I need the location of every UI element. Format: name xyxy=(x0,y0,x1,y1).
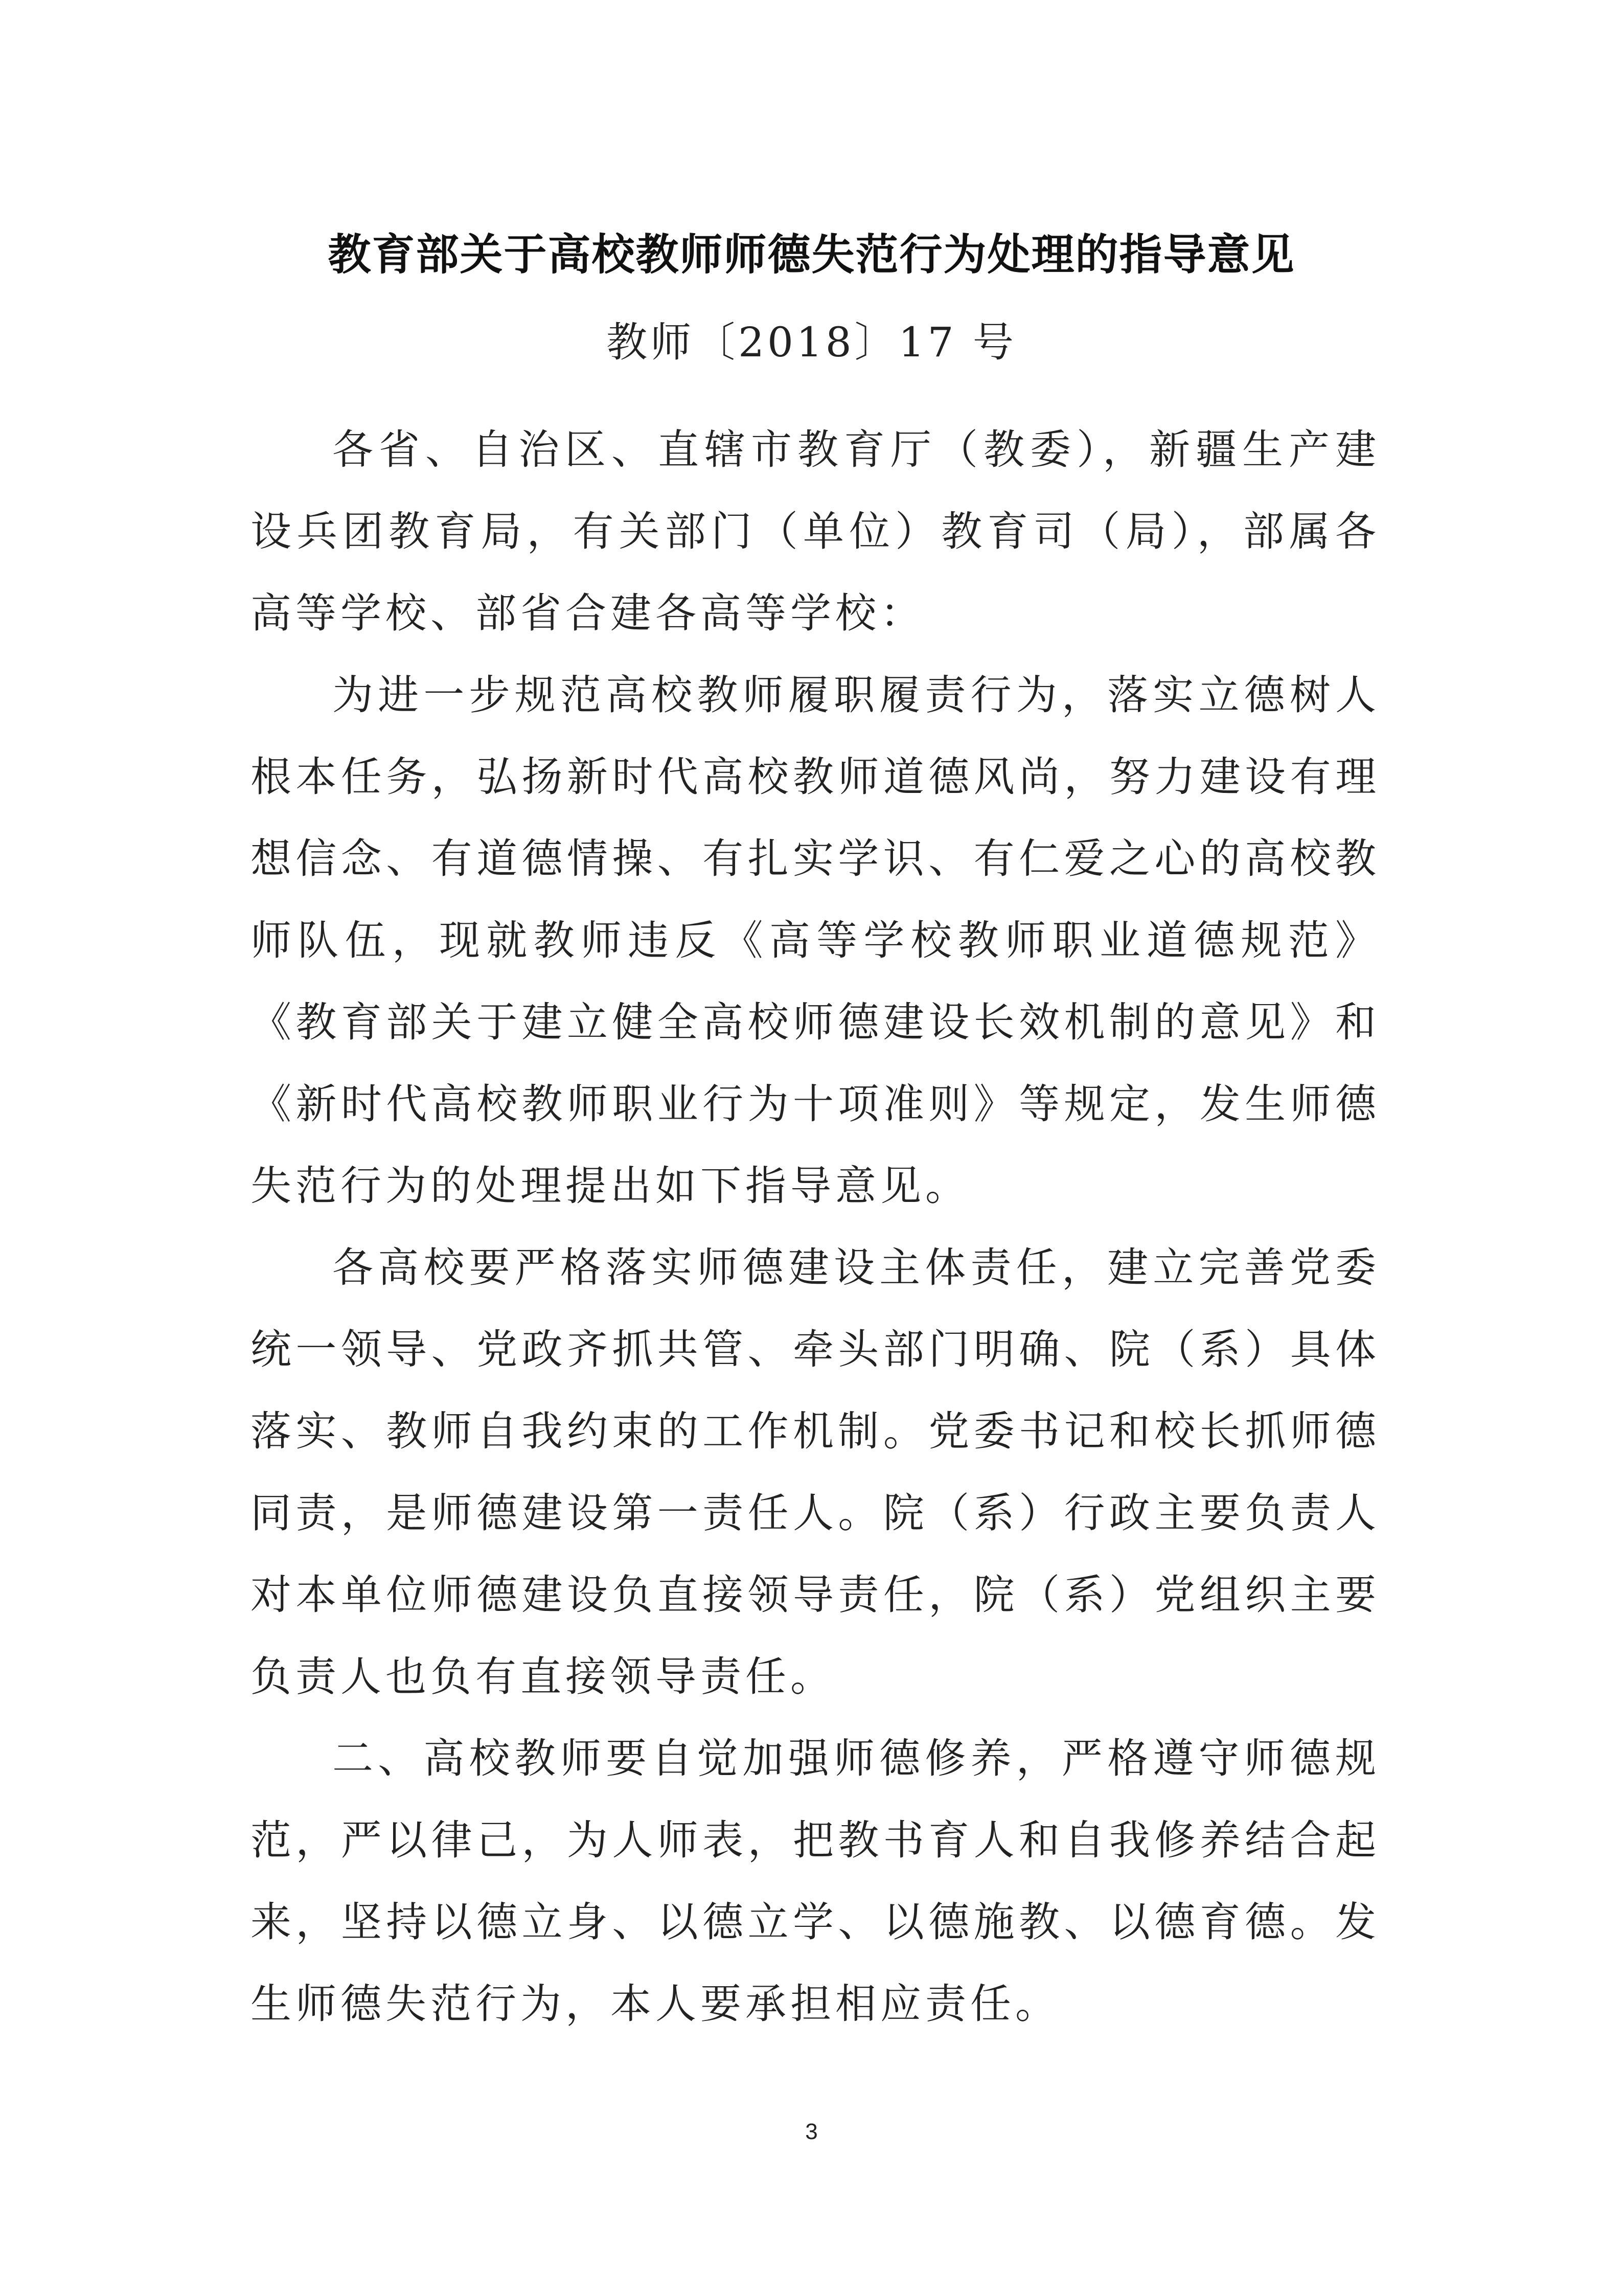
document-number: 教师〔2018〕17 号 xyxy=(606,319,1017,366)
document-body xyxy=(250,409,1380,2045)
body-paragraph: 各高校要严格落实师德建设主体责任，建立完善党委统一领导、党政齐抓共管、牵头部门明确、院（系）具体落实、教师自我约束的工作机制。党委书记和校长抓师德同责，是师德建设第一责任人。院（系）行政主要负责人对本单位师德建设负直接领导责任，院（系）党组织主要负责人也负有直接领导责任。 xyxy=(250,1244,1380,1700)
body-paragraph: 为进一步规范高校教师履职履责行为，落实立德树人根本任务，弘扬新时代高校教师道德风尚，努力建设有理想信念、有道德情操、有扎实学识、有仁爱之心的高校教师队伍，现就教师违反《高等学校教师职业道德规范》《教育部关于建立健全高校师德建设长效机制的意见》和《新时代高校教师职业行为十项准则》等规定，发生师德失范行为的处理提出如下指导意见。 xyxy=(250,671,1380,1210)
salutation-paragraph: 各省、自治区、直辖市教育厅（教委），新疆生产建设兵团教育局，有关部门（单位）教育司（局），部属各高等学校、部省合建各高等学校： xyxy=(250,426,1380,637)
document-title: 教育部关于高校教师师德失范行为处理的指导意见 xyxy=(328,230,1295,280)
page-number: 3 xyxy=(805,2119,818,2144)
body-paragraph: 二、高校教师要自觉加强师德修养，严格遵守师德规范，严以律己，为人师表，把教书育人和自我修养结合起来，坚持以德立身、以德立学、以德施教、以德育德。发生师德失范行为，本人要承担相应责任。 xyxy=(250,1735,1380,2028)
